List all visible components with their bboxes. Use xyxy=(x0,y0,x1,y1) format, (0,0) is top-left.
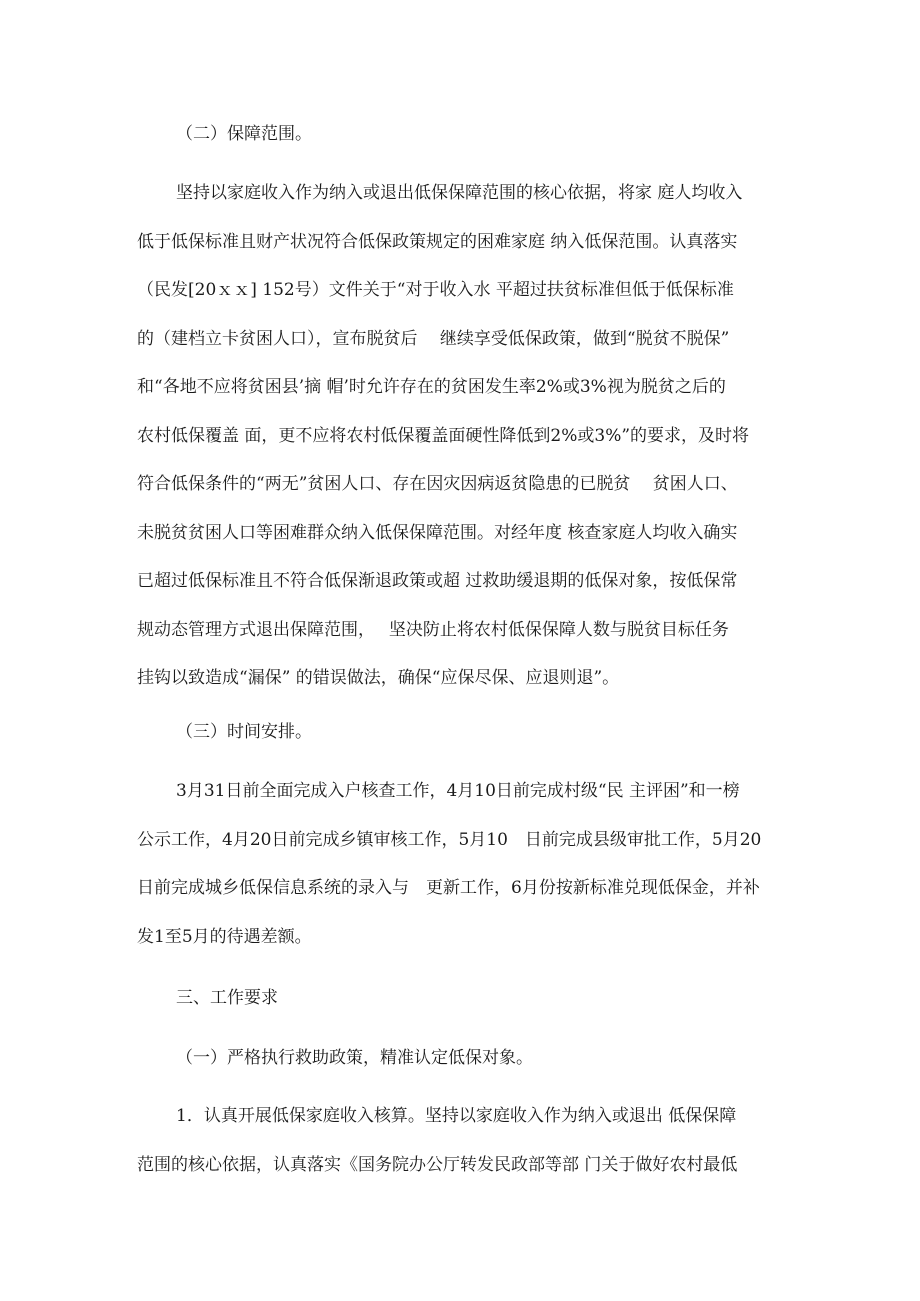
paragraph-line: 农村低保覆盖 面，更不应将农村低保覆盖面硬性降低到2%或3%”的要求，及时将 xyxy=(137,426,750,446)
paragraph-line: 低于低保标准且财产状况符合低保政策规定的困难家庭 纳入低保范围。认真落实 xyxy=(137,232,738,252)
paragraph-line: 1．认真开展低保家庭收入核算。坚持以家庭收入作为纳入或退出 低保保障 xyxy=(176,1106,737,1126)
paragraph-line: 和“各地不应将贫困县’摘 帽’时允许存在的贫困发生率2%或3%视为脱贫之后的 xyxy=(137,377,726,397)
section-heading-scope: （二）保障范围。 xyxy=(176,124,312,144)
section-heading-requirements: 三、工作要求 xyxy=(176,988,278,1008)
paragraph-line: 坚持以家庭收入作为纳入或退出低保保障范围的核心依据，将家 庭人均收入 xyxy=(176,183,743,203)
section-heading-strict-policy: （一）严格执行救助政策，精准认定低保对象。 xyxy=(176,1048,533,1068)
paragraph-line: 范围的核心依据，认真落实《国务院办公厅转发民政部等部 门关于做好农村最低 xyxy=(137,1155,738,1175)
paragraph-line: 3月31日前全面完成入户核查工作，4月10日前完成村级“民 主评困”和一榜 xyxy=(176,781,740,801)
paragraph-line: 挂钩以致造成“漏保” 的错误做法，确保“应保尽保、应退则退”。 xyxy=(137,668,620,688)
paragraph-line: 的（建档立卡贫困人口），宣布脱贫后 继续享受低保政策，做到“脱贫不脱保” xyxy=(137,329,730,349)
paragraph-line: 符合低保条件的“两无”贫困人口、存在因灾因病返贫隐患的已脱贫 贫困人口、 xyxy=(137,474,738,494)
section-heading-schedule: （三）时间安排。 xyxy=(176,722,312,742)
paragraph-line: （民发[20ｘｘ] 152号）文件关于“对于收入水 平超过扶贫标准但低于低保标准 xyxy=(137,280,734,300)
paragraph-line: 日前完成城乡低保信息系统的录入与 更新工作，6月份按新标准兑现低保金，并补 xyxy=(137,878,760,898)
paragraph-line: 未脱贫贫困人口等困难群众纳入低保保障范围。对经年度 核查家庭人均收入确实 xyxy=(137,523,738,543)
paragraph-line: 已超过低保标准且不符合低保渐退政策或超 过救助缓退期的低保对象，按低保常 xyxy=(137,571,738,591)
paragraph-line: 发1至5月的待遇差额。 xyxy=(137,927,312,947)
paragraph-line: 规动态管理方式退出保障范围， 坚决防止将农村低保保障人数与脱贫目标任务 xyxy=(137,620,729,640)
paragraph-line: 公示工作，4月20日前完成乡镇审核工作，5月10 日前完成县级审批工作，5月20 xyxy=(137,830,762,850)
